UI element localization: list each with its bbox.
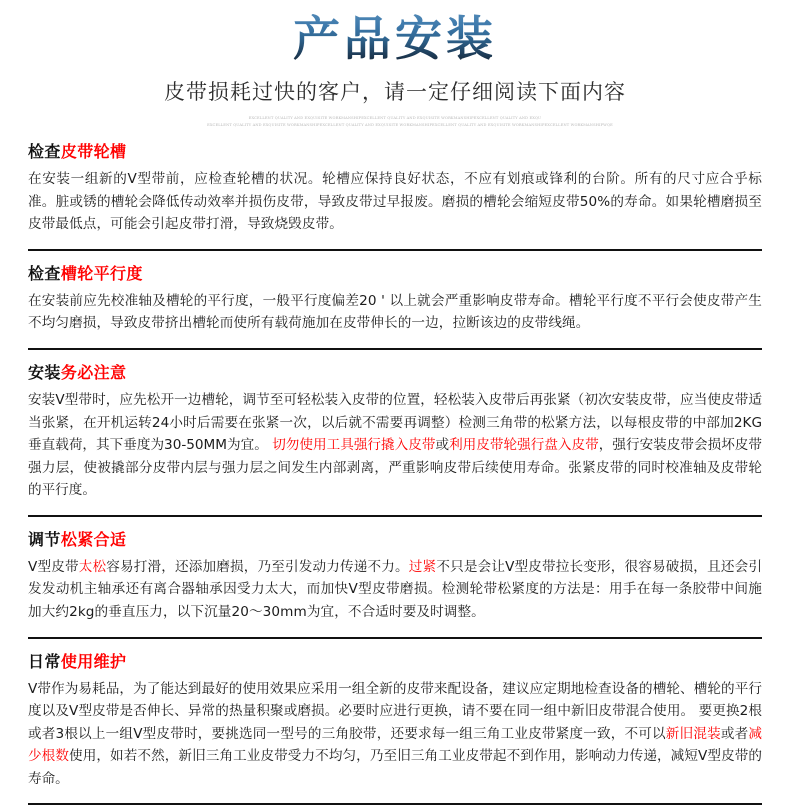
section-divider (28, 515, 762, 517)
document-header (0, 0, 790, 128)
section-body (28, 168, 762, 236)
body-span: 或者 (720, 725, 749, 742)
body-span: 不只是会让V型皮带拉长变形，很容易破损，且还会引发发动机主轴承还有离合器轴承因受力太大，而加快V型皮带磨损。检测轮带松紧度的方法是：用手在每一条胶带中间施加大约2kg的垂直压力，以下沉量20～30mm为宜，不合适时要及时调整。 (28, 558, 763, 620)
section-heading (28, 264, 762, 284)
section-body (28, 389, 762, 502)
page-title: 产品安装 (293, 12, 497, 67)
page-subtitle: 皮带损耗过快的客户，请一定仔细阅读下面内容 (164, 79, 626, 104)
section-body (28, 556, 762, 624)
section-check-pulley-alignment (28, 264, 762, 335)
section-body (28, 678, 762, 791)
body-span: 在安装一组新的V型带前，应检查轮槽的状况。轮槽应保持良好状态，不应有划痕或锋利的台阶。所有的尺寸应合乎标准。脏或锈的槽轮会降低传动效率并损伤皮带，导致皮带过早报废。磨损的槽轮会缩短皮带50%的寿命。如果轮槽磨损至皮带最低点，可能会引起皮带打滑，导致烧毁皮带。 (28, 171, 762, 233)
section-heading-highlight: 槽轮平行度 (60, 263, 143, 283)
decorative-english-strip (160, 115, 630, 128)
section-body (28, 290, 762, 335)
body-span: 使用，如若不然，新旧三角工业皮带受力不均匀，乃至旧三角工业皮带起不到作用，影响动力传递，减短V型皮带的寿命。 (28, 748, 763, 787)
eyebrow-line-2: EXCELLENT QUALITY AND EXQUISITE WORKMANSHIPEXCELLENT QUALITY AND EXQUISITE WORKMANSHIPEXCELLENT QUALITY AND EXQUISITE WORKMANSHIPEXCELLENT WORKMANSHIPWQE (207, 122, 613, 127)
body-span-highlight: 利用皮带轮强行盘入皮带 (449, 437, 599, 454)
section-heading-highlight: 松紧合适 (60, 529, 127, 549)
sections-container (0, 142, 790, 805)
section-heading-plain: 安装 (28, 363, 61, 383)
section-heading (28, 363, 762, 383)
body-span-highlight: 太松 (78, 558, 107, 575)
section-divider (28, 249, 762, 251)
section-divider (28, 637, 762, 639)
body-span-highlight: 切勿使用工具强行撬入皮带 (272, 437, 436, 454)
section-heading-plain: 日常 (28, 651, 61, 671)
section-heading-highlight: 务必注意 (60, 363, 127, 383)
body-span: 在安装前应先校准轴及槽轮的平行度，一般平行度偏差20 ' 以上就会严重影响皮带寿命。槽轮平行度不平行会使皮带产生不均匀磨损，导致皮带挤出槽轮而使所有载荷施加在皮带伸长的一边，拉断该边的皮带线绳。 (28, 292, 762, 332)
section-heading (28, 530, 762, 550)
body-span: 容易打滑，还添加磨损，乃至引发动力传递不力。 (106, 558, 409, 575)
body-span: V带作为易耗品，为了能达到最好的使用效果应采用一组全新的皮带来配设备，建议应定期地检查设备的槽轮、槽轮的平行度以及V型皮带是否伸长、异常的热量积聚或磨损。必要时应进行更换，请不要在同一组中新旧皮带混合使用。 要更换2根或者3根以上一组V型皮带时，要挑选同一型号的三角胶带，还要求每一组三角工业皮带紧度一致，不可以 (28, 680, 762, 742)
body-span: V型皮带 (28, 558, 79, 575)
section-heading-plain: 检查 (28, 142, 61, 162)
section-heading (28, 652, 762, 672)
body-span-highlight: 过紧 (408, 558, 437, 575)
section-heading-highlight: 使用维护 (60, 651, 127, 671)
body-span-highlight: 减少根数 (28, 725, 763, 765)
section-heading-plain: 检查 (28, 263, 61, 283)
body-span: 或 (435, 437, 450, 454)
section-heading-highlight: 皮带轮槽 (60, 142, 127, 162)
section-heading (28, 142, 762, 162)
section-installation-cautions (28, 363, 762, 502)
section-tension-adjustment (28, 530, 762, 624)
section-daily-maintenance (28, 652, 762, 791)
section-check-pulley-groove (28, 142, 762, 236)
eyebrow-line-1: EXCELLENT QUALITY AND EXQUISITE WORKMANSHIPEXCELLENT QUALITY AND EXQUISITE WORKMANSHIPEXCELLENT QUALITY AND EXQU (248, 115, 542, 120)
section-heading-plain: 调节 (28, 529, 61, 549)
body-span: ，强行安装皮带会损坏皮带强力层，使被撬部分皮带内层与强力层之间发生内部剥离，严重影响皮带后续使用寿命。张紧皮带的同时校准轴及皮带轮的平行度。 (28, 437, 763, 499)
section-divider (28, 348, 762, 350)
body-span: 安装V型带时，应先松开一边槽轮，调节至可轻松装入皮带的位置，轻松装入皮带后再张紧（初次安装皮带，应当使皮带适当张紧，在开机运转24小时后需要在张紧一次，以后就不需要再调整）检测三角带的松紧方法，以每根皮带的中部加2KG垂直载荷，其下垂度为30-50MM为宜。 (28, 392, 762, 454)
body-span-highlight: 新旧混装 (665, 725, 721, 742)
